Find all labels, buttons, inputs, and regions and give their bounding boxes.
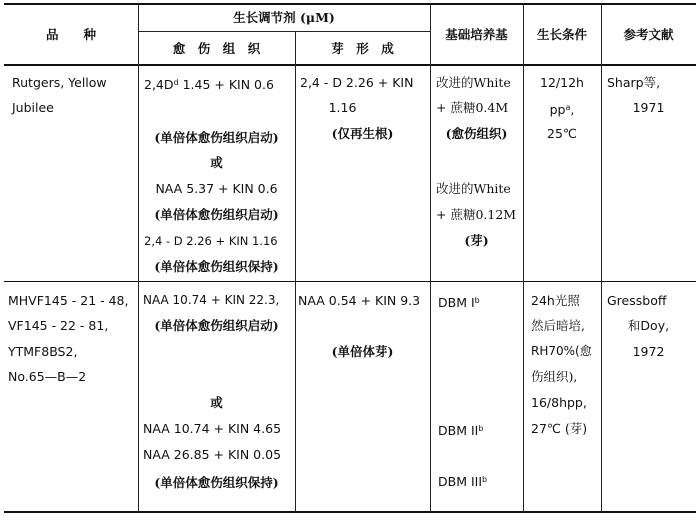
row2-callus-note3: (单倍体愈伤组织保持) (154, 475, 279, 490)
row-divider (4, 281, 696, 282)
row1-medium-line4: 改进的White (436, 181, 511, 196)
subheader-rule (138, 31, 430, 32)
row2-conditions-line2: 然后暗培, (531, 318, 585, 333)
header-basal-medium: 基础培养基 (445, 27, 508, 42)
row2-medium-1-sup: b (474, 296, 480, 305)
row1-medium-line6: (芽) (464, 233, 489, 248)
row1-callus-line3: 2,4 - D 2.26 + KIN 1.16 (144, 234, 278, 248)
row2-reference-line3: 1972 (632, 344, 665, 359)
row1-reference-line1: Sharp等, (607, 75, 661, 90)
col-divider-5 (601, 4, 602, 512)
row1-conditions-sup: a (565, 103, 571, 112)
row1-conditions-line2: $pp^a$, (549, 102, 575, 117)
row1-medium-line1: 改进的White (436, 75, 511, 90)
header-bud-formation: 芽 形 成 (331, 41, 394, 56)
row1-bud-line2: 1.16 (328, 100, 357, 115)
row1-bud-note: (仅再生根) (331, 126, 394, 141)
table-bottom-rule (4, 511, 696, 513)
header-growth-conditions: 生长条件 (536, 27, 587, 42)
header-bottom-rule (4, 64, 696, 66)
row1-medium-line2: + 蔗糖0.4M (436, 100, 509, 115)
row2-conditions-line1: 24h光照 (531, 293, 580, 308)
row2-medium-3-sup: b (482, 475, 488, 484)
row1-reference-line2: 1971 (632, 100, 665, 115)
row1-callus-line1-sup: d (173, 78, 179, 87)
header-callus: 愈 伤 组 织 (172, 41, 261, 56)
row2-reference-line2: 和Doy, (627, 318, 670, 333)
row2-medium-line2 (438, 421, 483, 438)
row2-conditions-line4: 伤组织), (531, 369, 578, 384)
row2-variety-line1: MHVF145 - 21 - 48, (8, 293, 129, 308)
table-top-rule (4, 3, 696, 5)
row2-callus-or: 或 (210, 395, 223, 410)
row2-callus-line2: NAA 10.74 + KIN 4.65 (143, 421, 282, 436)
col-divider-1 (138, 4, 139, 512)
row1-callus-note3: (单倍体愈伤组织保持) (154, 259, 279, 274)
row2-variety-line2: VF145 - 22 - 81, (8, 318, 109, 333)
row2-medium-2: DBM II (438, 423, 479, 438)
row1-callus-line1 (144, 75, 274, 92)
row1-medium-line5: + 蔗糖0.12M (436, 207, 517, 222)
row2-callus-note1: (单倍体愈伤组织启动) (154, 318, 279, 333)
header-growth-regulator: 生长调节剂 (μM) (233, 10, 335, 25)
row2-medium-2-sup: b (478, 424, 484, 433)
row2-medium-1: DBM I (438, 295, 475, 310)
row1-callus-line2: NAA 5.37 + KIN 0.6 (155, 181, 278, 196)
row1-callus-line1-main: 2,4D (144, 77, 174, 92)
row2-medium-line1 (438, 293, 480, 310)
row1-callus-or: 或 (210, 155, 223, 170)
row2-callus-line1: NAA 10.74 + KIN 22.3, (143, 293, 280, 307)
row1-callus-note1: (单倍体愈伤组织启动) (154, 130, 279, 145)
row1-variety-line1: Rutgers, Yellow (12, 75, 107, 90)
row1-variety-line2: Jubilee (12, 100, 54, 115)
row2-conditions-line3: RH70%(愈 (531, 344, 592, 358)
row2-variety-line4: No.65—B—2 (8, 369, 87, 384)
row2-callus-line3: NAA 26.85 + KIN 0.05 (143, 447, 282, 462)
col-divider-3 (430, 4, 431, 512)
row2-medium-line3 (438, 472, 487, 489)
row1-conditions-line3: 25℃ (547, 126, 577, 141)
row2-reference-line1: Gressboff (607, 293, 667, 308)
row2-bud-note: (单倍体芽) (331, 344, 394, 359)
row1-conditions-line1: 12/12h (540, 75, 584, 90)
row2-conditions-line5: 16/8hpp, (531, 395, 587, 410)
row2-medium-3: DBM III (438, 474, 483, 489)
row2-bud-line1: NAA 0.54 + KIN 9.3 (298, 293, 421, 308)
row1-bud-line1: 2,4 - D 2.26 + KIN (300, 75, 414, 90)
row1-callus-note2: (单倍体愈伤组织启动) (154, 207, 279, 222)
row1-conditions-pp: pp (549, 102, 566, 117)
row1-callus-line1-rest: 1.45 + KIN 0.6 (178, 77, 274, 92)
row2-conditions-line6: 27℃ (芽) (531, 421, 588, 436)
row2-variety-line3: YTMF8BS2, (8, 344, 78, 359)
header-references: 参考文献 (623, 27, 674, 42)
header-variety: 品 种 (45, 27, 96, 42)
row1-medium-line3: (愈伤组织) (445, 126, 508, 141)
